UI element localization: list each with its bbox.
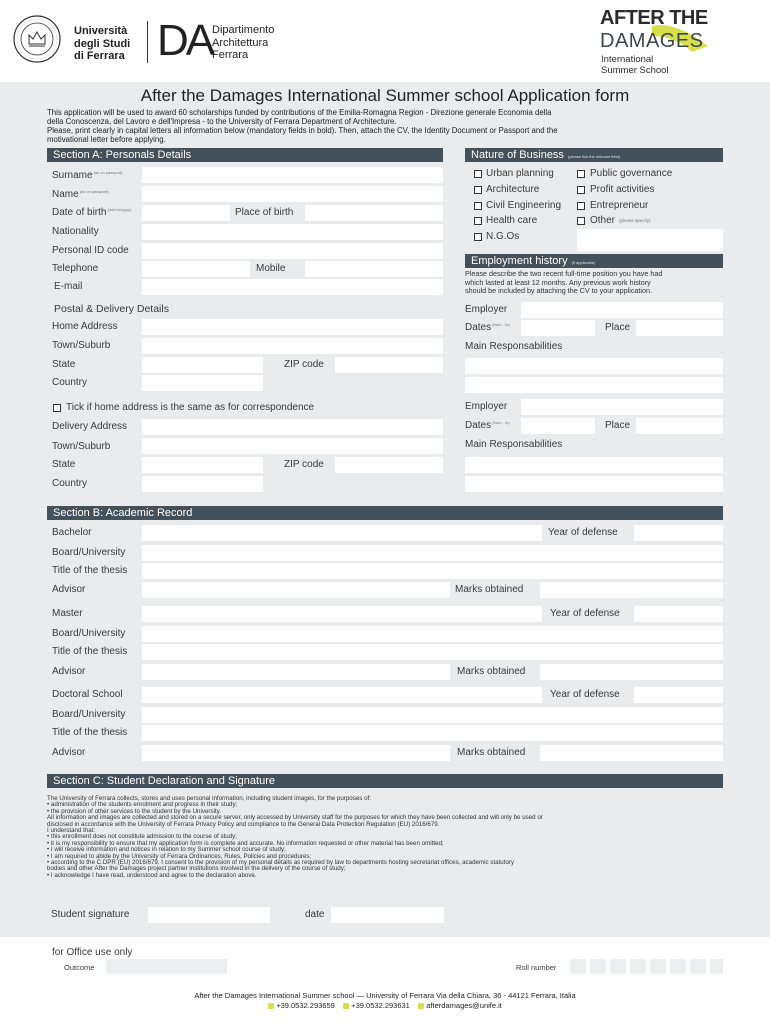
intro-line: Please, print clearly in capital letters all information below (mandatory fields in bold). Then, attach the CV, the Identity Document or Passport and the (47, 126, 558, 135)
ngos-label: N.G.Os (486, 231, 520, 242)
same-address-checkbox[interactable] (53, 404, 61, 412)
employer-label: Employer (465, 304, 508, 315)
email-label: E-mail (54, 281, 83, 292)
doctoral-board-label: Board/University (52, 709, 126, 720)
same-address-label: Tick if home address is the same as for correspondence (66, 402, 315, 413)
responsibilities2-label: Main Responsabilities (465, 439, 563, 450)
pob-field[interactable] (305, 205, 443, 221)
doctoral-thesis-label: Title of the thesis (52, 727, 128, 738)
personal-id-field[interactable] (142, 243, 443, 259)
place-label: Place (605, 322, 631, 333)
postal-details-title: Postal & Delivery Details (54, 303, 169, 315)
form-title: After the Damages International Summer school Application form (140, 86, 630, 105)
doctoral-marks-label: Marks obtained (457, 747, 526, 758)
brand-line1: AFTER THE (600, 7, 708, 29)
zip-label: ZIP code (284, 359, 324, 370)
da-logo: DA (157, 16, 213, 65)
country-label: Country (52, 377, 88, 388)
urban-planning-label: Urban planning (486, 168, 554, 179)
master-board-label: Board/University (52, 628, 126, 639)
other-label: Other (please specify) (590, 215, 651, 226)
dob-field[interactable] (142, 205, 230, 221)
home-address-label: Home Address (52, 321, 118, 332)
personal-id-label: Personal ID code (52, 245, 129, 256)
university-seal-icon (12, 14, 62, 64)
state-label: State (52, 359, 76, 370)
surname-field[interactable] (142, 167, 443, 183)
architecture-checkbox[interactable] (474, 186, 482, 194)
dept-name-line: Dipartimento (212, 24, 275, 36)
bachelor-year-field[interactable] (634, 525, 723, 541)
roll-number-box[interactable] (610, 959, 626, 974)
doctoral-year-label: Year of defense (550, 689, 620, 700)
state2-field[interactable] (142, 457, 263, 473)
entrepreneur-label: Entrepreneur (590, 200, 649, 211)
bachelor-thesis-label: Title of the thesis (52, 565, 128, 576)
doctoral-thesis-field[interactable] (142, 725, 723, 741)
architecture-label: Architecture (486, 184, 540, 195)
date-field[interactable] (331, 907, 444, 923)
other-specify-field[interactable] (577, 229, 723, 251)
footer-contacts (0, 1001, 770, 1010)
state2-label: State (52, 459, 76, 470)
doctoral-advisor-label: Advisor (52, 747, 86, 758)
country2-field[interactable] (142, 476, 263, 492)
name-field[interactable] (142, 186, 443, 202)
bachelor-marks-field[interactable] (540, 582, 723, 598)
employer2-label: Employer (465, 401, 508, 412)
business-header: Nature of Business (please tick the relevant field) (465, 148, 723, 162)
state-field[interactable] (142, 357, 263, 373)
profit-activities-label: Profit activities (590, 184, 655, 195)
employment-desc-line: Please describe the two recent full-time position you have had (465, 269, 663, 278)
mobile-field[interactable] (305, 261, 443, 277)
telephone-field[interactable] (142, 261, 250, 277)
master-marks-label: Marks obtained (457, 666, 526, 677)
other-checkbox[interactable] (577, 217, 585, 225)
responsibilities-field-1[interactable] (465, 358, 723, 374)
town2-field[interactable] (142, 438, 443, 454)
footer-phone2: +39.0532.293631 (351, 1001, 410, 1010)
bachelor-board-label: Board/University (52, 547, 126, 558)
dob-label: Date of birth$^{(dd/mm/yyyy)}$ (52, 207, 132, 218)
employment-desc-line: should be included by attaching the CV to your application. (465, 286, 652, 296)
phone-icon (343, 1003, 349, 1009)
master-year-label: Year of defense (550, 608, 620, 619)
uni-name-line: Università (74, 25, 128, 37)
email-field[interactable] (142, 279, 443, 295)
roll-number-box[interactable] (670, 959, 686, 974)
responsibilities2-field-2[interactable] (465, 476, 723, 492)
bachelor-field[interactable] (142, 525, 542, 541)
dept-name-line: Architettura (212, 36, 269, 49)
civil-engineering-label: Civil Engineering (486, 200, 562, 211)
roll-number-box[interactable] (570, 959, 586, 974)
roll-number-box[interactable] (690, 959, 706, 974)
bachelor-advisor-label: Advisor (52, 584, 86, 595)
outcome-label: Outcome (64, 963, 95, 972)
health-care-label: Health care (486, 215, 538, 226)
place2-label: Place (605, 420, 631, 431)
doctoral-year-field[interactable] (634, 687, 723, 703)
doctoral-advisor-field[interactable] (142, 745, 450, 761)
public-governance-checkbox[interactable] (577, 170, 585, 178)
dept-name-line: Ferrara (212, 49, 249, 61)
nationality-field[interactable] (142, 224, 443, 240)
roll-number-label: Roll number (516, 963, 557, 972)
place2-field[interactable] (636, 418, 723, 434)
roll-number-box[interactable] (650, 959, 666, 974)
country2-label: Country (52, 478, 88, 489)
place-field[interactable] (636, 320, 723, 336)
surname-label: Surname$^{(as on passport)}$ (52, 170, 123, 181)
dates-field[interactable] (521, 320, 595, 336)
office-use-title: for Office use only (52, 947, 133, 958)
master-advisor-label: Advisor (52, 666, 86, 677)
master-board-field[interactable] (142, 626, 723, 642)
footer-phone1: +39.0532.293659 (276, 1001, 335, 1010)
master-label: Master (52, 608, 83, 619)
doctoral-board-field[interactable] (142, 707, 723, 723)
doctoral-marks-field[interactable] (540, 745, 723, 761)
bachelor-board-field[interactable] (142, 545, 723, 561)
delivery-address-label: Delivery Address (52, 421, 128, 432)
name-label: Name$^{(as on passport)}$ (52, 189, 109, 200)
mobile-label: Mobile (256, 263, 286, 274)
public-governance-label: Public governance (590, 168, 673, 179)
bachelor-thesis-field[interactable] (142, 563, 723, 579)
outcome-field[interactable] (106, 959, 227, 974)
intro-line: This application will be used to award 60 scholarships funded by contributions of the Emilia-Romagna Region - Direzione generale Economia della (47, 108, 552, 117)
dates2-label: Dates$^{(from - to)}$ (465, 420, 510, 431)
civil-engineering-checkbox[interactable] (474, 202, 482, 210)
employment-header: Employment history (if applicable) (465, 254, 723, 268)
town2-label: Town/Suburb (52, 441, 111, 452)
master-field[interactable] (142, 606, 542, 622)
doctoral-field[interactable] (142, 687, 542, 703)
intro-line: motivational letter before applying. (47, 135, 166, 144)
zip-field[interactable] (335, 357, 443, 373)
section-c-header: Section C: Student Declaration and Signature (47, 774, 723, 788)
bachelor-advisor-field[interactable] (142, 582, 450, 598)
profit-activities-checkbox[interactable] (577, 186, 585, 194)
student-signature-field[interactable] (148, 907, 270, 923)
master-thesis-label: Title of the thesis (52, 646, 128, 657)
nationality-label: Nationality (52, 226, 99, 237)
town-label: Town/Suburb (52, 340, 111, 351)
master-advisor-field[interactable] (142, 664, 450, 680)
home-address-field[interactable] (142, 319, 443, 335)
delivery-address-field[interactable] (142, 419, 443, 435)
intro-line: della Conoscenza, del Lavoro e dell'Impresa - to the University of Ferrara Department of Architecture. (47, 117, 397, 126)
section-a-header: Section A: Personals Details (47, 148, 443, 162)
health-care-checkbox[interactable] (474, 217, 482, 225)
urban-planning-checkbox[interactable] (474, 170, 482, 178)
town-field[interactable] (142, 338, 443, 354)
entrepreneur-checkbox[interactable] (577, 202, 585, 210)
student-signature-label: Student signature (51, 909, 130, 920)
pob-label: Place of birth (235, 207, 294, 218)
employment-desc-line: which lasted at least 12 months. Any previous work history (465, 277, 651, 287)
footer-address: After the Damages International Summer school — University of Ferrara Via della Chiara, 36 - 44121 Ferrara, Italia (194, 991, 576, 1000)
section-b-header: Section B: Academic Record (47, 506, 723, 520)
uni-name-line: di Ferrara (74, 50, 125, 62)
employer-field[interactable] (521, 302, 723, 318)
country-field[interactable] (142, 375, 263, 391)
doctoral-label: Doctoral School (52, 689, 123, 700)
footer-email[interactable]: afterdamages@unife.it (426, 1001, 502, 1010)
uni-name-line: degli Studi (74, 37, 131, 50)
bachelor-year-label: Year of defense (548, 527, 618, 538)
declaration-text: The University of Ferrara collects, stores and uses personal information, including student images, for the purposes of: • administration of the students enrolment and progress in their study; • the provision of other services to the student by the University. All information and images are collected and stored on a secure server, only accessed by University staff for the purposes for which they have been collected and will only be used or disclosed in accordance with the University of Ferrara Privacy Policy and compliance to the General Data Protection Regulation (EU) 2016/679. I understand that: • this enrollment does not constitute admission to the course of study; • it is my responsibility to ensure that my application form is complete and accurate. No information requested or other material has been omitted; • I will receive information and notices in relation to my Summer school course of study; • I am required to abide by the University of Ferrara Ordinances, Rules, Policies and procedures; • according to the C.DPR (EU) 2016/679, I consent to the provision of my personal details as required by law to departments hosting secretariat offices, academic statutory bodies and other After the Damages project partner institutions involved in the delivery of the course of study; • I acknowledge I have read, understood and agree to the declaration above. (47, 795, 543, 879)
phone-icon (268, 1003, 274, 1009)
email-icon (418, 1003, 424, 1009)
bachelor-label: Bachelor (52, 527, 92, 538)
roll-number-box[interactable] (590, 959, 606, 974)
zip2-label: ZIP code (284, 459, 324, 470)
roll-number-box[interactable] (630, 959, 646, 974)
ngos-checkbox[interactable] (474, 233, 482, 241)
master-thesis-field[interactable] (142, 644, 723, 660)
dates2-field[interactable] (521, 418, 595, 434)
responsibilities-field-2[interactable] (465, 377, 723, 393)
employer2-field[interactable] (521, 399, 723, 415)
date-label: date (305, 909, 325, 920)
responsibilities2-field-1[interactable] (465, 457, 723, 473)
bachelor-marks-label: Marks obtained (455, 584, 524, 595)
master-marks-field[interactable] (540, 664, 723, 680)
brand-line2: DAMAGES (600, 30, 704, 52)
brand-sub2: Summer School (601, 64, 669, 76)
dates-label: Dates$^{(from - to)}$ (465, 322, 510, 333)
roll-number-box[interactable] (710, 959, 723, 974)
header-divider (147, 21, 148, 63)
responsibilities-label: Main Responsabilities (465, 341, 563, 352)
telephone-label: Telephone (52, 263, 99, 274)
brand-sub1: International (601, 54, 654, 65)
master-year-field[interactable] (634, 606, 723, 622)
zip2-field[interactable] (335, 457, 443, 473)
